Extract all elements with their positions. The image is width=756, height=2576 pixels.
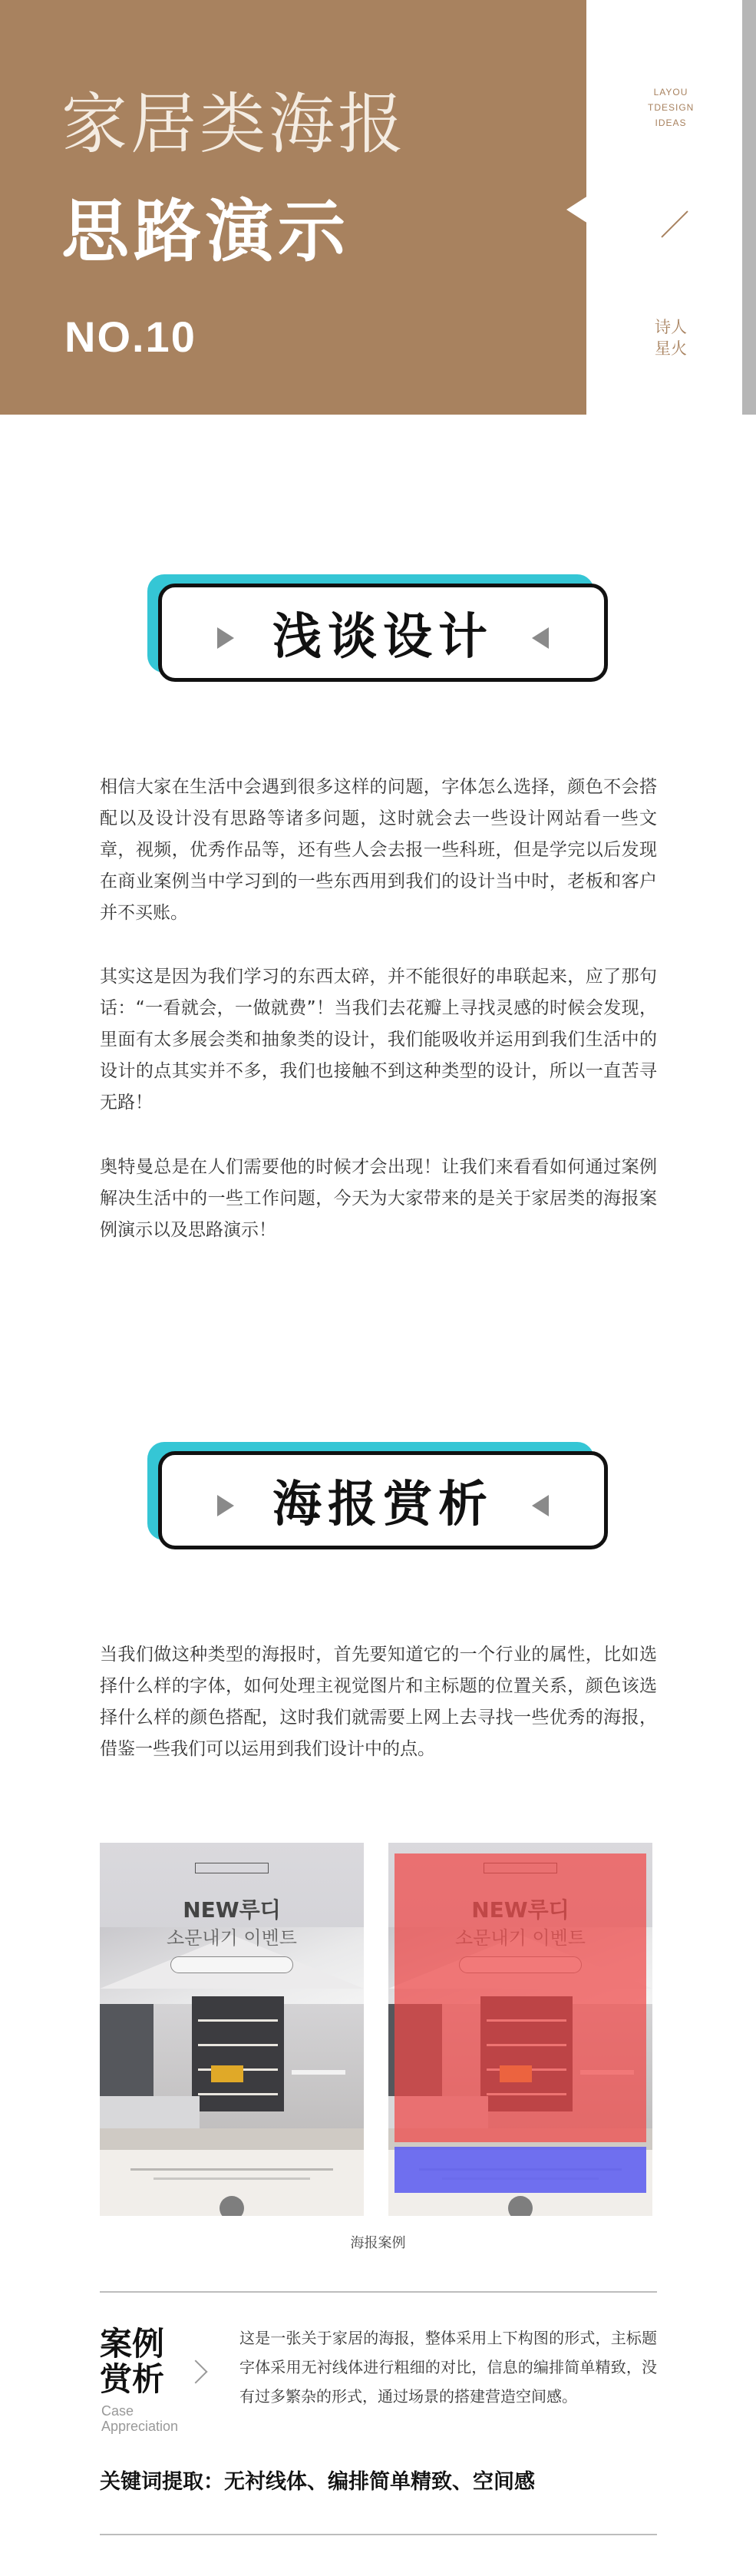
case-title-en-line: Case (101, 2403, 134, 2419)
case-title-cn (100, 2326, 192, 2397)
poster-caption: 海报案例 (350, 2235, 406, 2251)
poster-example-original (100, 1843, 364, 2216)
intro-paragraph-3: 奥特曼总是在人们需要他的时候才会出现！让我们来看看如何通过案例解决生活中的一些工作问题，今天为大家带来的是关于家居类的海报案例演示以及思路演示！ (100, 1157, 657, 1240)
hero-english-tag (648, 84, 694, 131)
hero-title-line1: 家居类海报 (61, 86, 407, 163)
poster-bookshelf (192, 1996, 284, 2111)
poster-subtitle: 소문내기 이벤트 (167, 1927, 297, 1949)
poster-logo (195, 1863, 269, 1873)
keywords-line: 关键词提取：无衬线体、编排简单精致、空间感 (100, 2470, 535, 2494)
case-title-en (101, 2403, 209, 2434)
poster-circle-badge (508, 2196, 533, 2216)
poster-example-annotated (388, 1843, 652, 2216)
hero-english-line: TDESIGN (648, 102, 695, 113)
hero-banner (0, 0, 756, 415)
hero-issue-number: NO.10 (64, 312, 196, 361)
triangle-left-icon (532, 627, 549, 649)
case-description: 这是一张关于家居的海报，整体采用上下构图的形式，主标题字体采用无衬线体进行粗细的对比，信息的编排简单精致，没有过多繁杂的形式，通过场景的搭建营造空间感。 (239, 2329, 657, 2406)
section-title: 海报赏析 (272, 1476, 494, 1533)
case-title-line: 案例 (100, 2325, 165, 2363)
hero-english-line: IDEAS (655, 117, 687, 128)
hero-english-line: LAYOU (653, 87, 688, 98)
hero-author-line: 诗人 (655, 318, 687, 336)
poster-pill (170, 1956, 293, 1973)
poster-circle-badge (220, 2196, 244, 2216)
intro-paragraph-2: 其实这是因为我们学习的东西太碎，并不能很好的串联起来，应了那句话：“一看就会，一做就费”！当我们去花瓣上寻找灵感的时候会发现，里面有太多展会类和抽象类的设计，我们能吸收并运用到我们生活中的设计的点其实并不多，我们也接触不到这种类型的设计，所以一直苦寻无路！ (100, 967, 657, 1113)
image-area-highlight (395, 1853, 646, 2142)
hero-gray-stripe (742, 0, 756, 415)
section-title-badge-2 (147, 1442, 608, 1549)
case-title-en-line: Appreciation (101, 2419, 179, 2434)
hero-title-line2: 思路演示 (61, 192, 351, 271)
intro-paragraph-1: 相信大家在生活中会遇到很多这样的问题，字体怎么选择，颜色不会搭配以及设计没有思路等诸多问题，这时就会去一些设计网站看一些文章，视频，优秀作品等，还有些人会去报一些科班，但是学完以后发现在商业案例当中学习到的一些东西用到我们的设计当中时，老板和客户并不买账。 (100, 777, 657, 923)
hero-notch-pointer (566, 196, 588, 223)
info-area-highlight (395, 2147, 646, 2193)
hero-author-line: 星火 (655, 339, 687, 358)
case-title-line: 赏析 (100, 2360, 165, 2398)
divider-top (100, 2291, 657, 2293)
analysis-paragraph: 当我们做这种类型的海报时，首先要知道它的一个行业的属性，比如选择什么样的字体，如何处理主视觉图片和主标题的位置关系，颜色该选择什么样的颜色搭配，这时我们就需要上网上去寻找一些优秀的海报，借鉴一些我们可以运用到我们设计中的点。 (100, 1645, 657, 1759)
hero-author (648, 316, 694, 359)
poster-title: NEW루디 (183, 1897, 281, 1923)
badge-box (158, 1451, 608, 1549)
triangle-left-icon (532, 1495, 549, 1516)
badge-box (158, 584, 608, 682)
divider-bottom (100, 2534, 657, 2535)
section-title: 浅谈设计 (272, 608, 494, 666)
section-title-badge-1 (147, 574, 608, 682)
